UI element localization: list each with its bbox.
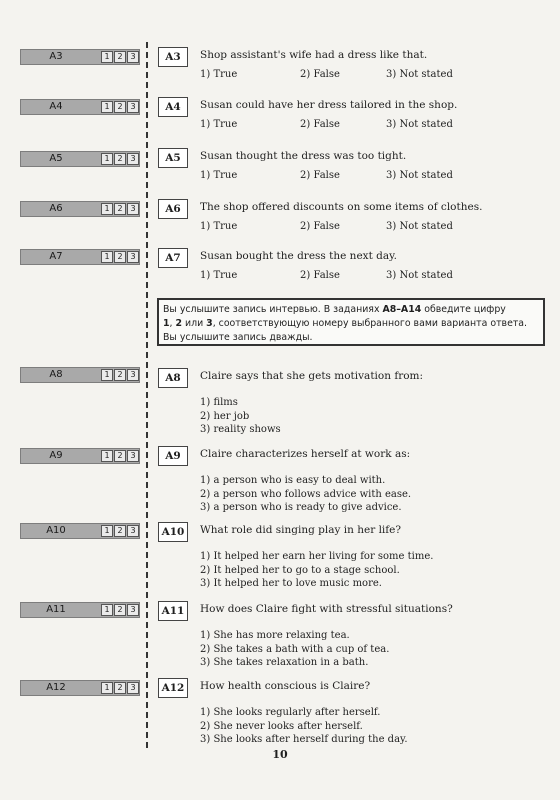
question-number: A11 xyxy=(158,601,188,621)
answer-options xyxy=(200,170,520,184)
answer-box-3[interactable]: 3 xyxy=(127,203,139,215)
answer-box-3[interactable]: 3 xyxy=(127,525,139,537)
instruction-text: , соответствующую номеру выбранного вами варианта ответа. xyxy=(212,318,528,329)
option-2[interactable]: 2) a person who follows advice with ease. xyxy=(200,488,412,500)
instruction-text: или xyxy=(182,318,207,329)
option-1[interactable]: 1) True xyxy=(200,69,238,80)
option-2[interactable]: 2) False xyxy=(300,69,340,80)
answer-box-3[interactable]: 3 xyxy=(127,369,139,381)
answer-box-1[interactable]: 1 xyxy=(101,525,113,537)
option-2[interactable]: 2) False xyxy=(300,270,340,281)
task-range: А8–А14 xyxy=(382,304,422,315)
option-1[interactable]: 1) a person who is easy to deal with. xyxy=(200,475,386,486)
question-text: Claire characterizes herself at work as: xyxy=(200,448,411,460)
answer-box-2[interactable]: 2 xyxy=(114,153,126,165)
sidebar-id: A8 xyxy=(49,369,63,380)
option-2[interactable]: 2) False xyxy=(300,221,340,232)
sidebar-id: A11 xyxy=(46,604,66,615)
answer-options xyxy=(200,396,281,437)
sidebar-id: A4 xyxy=(49,101,63,112)
answer-boxes xyxy=(101,251,140,263)
option-3[interactable]: 3) Not stated xyxy=(386,69,453,80)
question-text: What role did singing play in her life? xyxy=(200,524,402,536)
option-2[interactable]: 2) False xyxy=(300,119,340,130)
answer-options xyxy=(200,221,520,235)
question-text: Susan could have her dress tailored in the shop. xyxy=(200,99,458,111)
question-text: Susan bought the dress the next day. xyxy=(200,250,397,262)
answer-box-2[interactable]: 2 xyxy=(114,604,126,616)
answer-boxes xyxy=(101,101,140,113)
option-2[interactable]: 2) False xyxy=(300,170,340,181)
sidebar-id: A6 xyxy=(49,203,63,214)
option-2[interactable]: 2) her job xyxy=(200,410,250,422)
option-3[interactable]: 3) reality shows xyxy=(200,424,281,435)
question-text: Shop assistant's wife had a dress like that. xyxy=(200,49,428,61)
sidebar-id: A3 xyxy=(49,51,63,62)
instruction-text: Вы услышите запись интервью. В заданиях xyxy=(163,304,383,315)
answer-boxes xyxy=(101,203,140,215)
choice-number: 3 xyxy=(206,318,213,329)
sidebar-a4 xyxy=(20,99,140,115)
sidebar-a8 xyxy=(20,367,140,383)
answer-options xyxy=(200,550,433,591)
option-2[interactable]: 2) She takes a bath with a cup of tea. xyxy=(200,643,390,655)
question-text: Susan thought the dress was too tight. xyxy=(200,150,407,162)
instruction-text: обведите цифру xyxy=(421,304,506,315)
answer-box-2[interactable]: 2 xyxy=(114,203,126,215)
option-3[interactable]: 3) Not stated xyxy=(386,170,453,181)
sidebar-a7 xyxy=(20,249,140,265)
answer-options xyxy=(200,69,520,83)
sidebar-a10 xyxy=(20,523,140,539)
answer-box-3[interactable]: 3 xyxy=(127,153,139,165)
answer-box-2[interactable]: 2 xyxy=(114,369,126,381)
question-number: A10 xyxy=(158,522,188,542)
question-number: A9 xyxy=(158,446,188,466)
instruction-line-1 xyxy=(163,303,539,317)
sidebar-id: A5 xyxy=(49,153,63,164)
sidebar-a6 xyxy=(20,201,140,217)
answer-options xyxy=(200,119,520,133)
option-2[interactable]: 2) She never looks after herself. xyxy=(200,720,363,732)
option-2[interactable]: 2) It helped her to go to a stage school. xyxy=(200,564,400,576)
question-number: A6 xyxy=(158,199,188,219)
answer-box-2[interactable]: 2 xyxy=(114,101,126,113)
instruction-line-3: Вы услышите запись дважды. xyxy=(163,332,313,343)
answer-box-1[interactable]: 1 xyxy=(101,101,113,113)
answer-box-3[interactable]: 3 xyxy=(127,682,139,694)
option-3[interactable]: 3) She looks after herself during the day. xyxy=(200,734,408,745)
answer-box-3[interactable]: 3 xyxy=(127,604,139,616)
answer-boxes xyxy=(101,525,140,537)
option-1[interactable]: 1) She looks regularly after herself. xyxy=(200,707,381,718)
question-number: A7 xyxy=(158,248,188,268)
answer-options xyxy=(200,629,389,670)
option-1[interactable]: 1) It helped her earn her living for some time. xyxy=(200,551,434,562)
answer-box-3[interactable]: 3 xyxy=(127,101,139,113)
option-3[interactable]: 3) She takes relaxation in a bath. xyxy=(200,657,369,668)
option-1[interactable]: 1) True xyxy=(200,221,238,232)
option-1[interactable]: 1) She has more relaxing tea. xyxy=(200,630,350,641)
answer-boxes xyxy=(101,369,140,381)
question-number: A4 xyxy=(158,97,188,117)
answer-options xyxy=(200,474,411,515)
answer-box-1[interactable]: 1 xyxy=(101,450,113,462)
sidebar-a3 xyxy=(20,49,140,65)
sidebar-id: A9 xyxy=(49,450,63,461)
question-text: The shop offered discounts on some items of clothes. xyxy=(200,201,483,213)
answer-box-1[interactable]: 1 xyxy=(101,203,113,215)
answer-box-2[interactable]: 2 xyxy=(114,450,126,462)
sidebar-a12 xyxy=(20,680,140,696)
option-3[interactable]: 3) Not stated xyxy=(386,221,453,232)
answer-box-1[interactable]: 1 xyxy=(101,604,113,616)
option-1[interactable]: 1) True xyxy=(200,119,238,130)
sidebar-a9 xyxy=(20,448,140,464)
answer-box-1[interactable]: 1 xyxy=(101,682,113,694)
answer-box-2[interactable]: 2 xyxy=(114,51,126,63)
answer-boxes xyxy=(101,604,140,616)
answer-boxes xyxy=(101,51,140,63)
question-number: A8 xyxy=(158,368,188,388)
option-3[interactable]: 3) a person who is ready to give advice. xyxy=(200,502,402,513)
option-1[interactable]: 1) films xyxy=(200,397,238,408)
answer-box-1[interactable]: 1 xyxy=(101,369,113,381)
sidebar-a11 xyxy=(20,602,140,618)
page-number: 10 xyxy=(272,748,288,761)
answer-box-2[interactable]: 2 xyxy=(114,682,126,694)
cut-line xyxy=(146,42,148,748)
answer-box-2[interactable]: 2 xyxy=(114,525,126,537)
choice-number: 1 xyxy=(163,318,170,329)
option-3[interactable]: 3) Not stated xyxy=(386,119,453,130)
answer-box-1[interactable]: 1 xyxy=(101,251,113,263)
answer-box-3[interactable]: 3 xyxy=(127,251,139,263)
answer-boxes xyxy=(101,682,140,694)
question-number: A12 xyxy=(158,678,188,698)
sidebar-id: A10 xyxy=(46,525,66,536)
answer-box-1[interactable]: 1 xyxy=(101,153,113,165)
question-text: How health conscious is Claire? xyxy=(200,680,371,692)
instruction-line-2 xyxy=(163,317,539,331)
answer-box-3[interactable]: 3 xyxy=(127,51,139,63)
question-number: A3 xyxy=(158,47,188,67)
option-3[interactable]: 3) Not stated xyxy=(386,270,453,281)
option-1[interactable]: 1) True xyxy=(200,270,238,281)
answer-boxes xyxy=(101,450,140,462)
answer-box-3[interactable]: 3 xyxy=(127,450,139,462)
option-1[interactable]: 1) True xyxy=(200,170,238,181)
answer-options xyxy=(200,270,520,284)
question-text: Claire says that she gets motivation from: xyxy=(200,370,424,382)
answer-box-1[interactable]: 1 xyxy=(101,51,113,63)
question-number: A5 xyxy=(158,148,188,168)
question-text: How does Claire fight with stressful situations? xyxy=(200,603,453,615)
sidebar-id: A7 xyxy=(49,251,63,262)
answer-box-2[interactable]: 2 xyxy=(114,251,126,263)
choice-number: 2 xyxy=(175,318,183,329)
instruction-text: , xyxy=(169,318,176,329)
option-3[interactable]: 3) It helped her to love music more. xyxy=(200,578,382,589)
answer-options xyxy=(200,706,408,747)
sidebar-id: A12 xyxy=(46,682,66,693)
answer-boxes xyxy=(101,153,140,165)
sidebar-a5 xyxy=(20,151,140,167)
instruction-box xyxy=(157,298,545,346)
